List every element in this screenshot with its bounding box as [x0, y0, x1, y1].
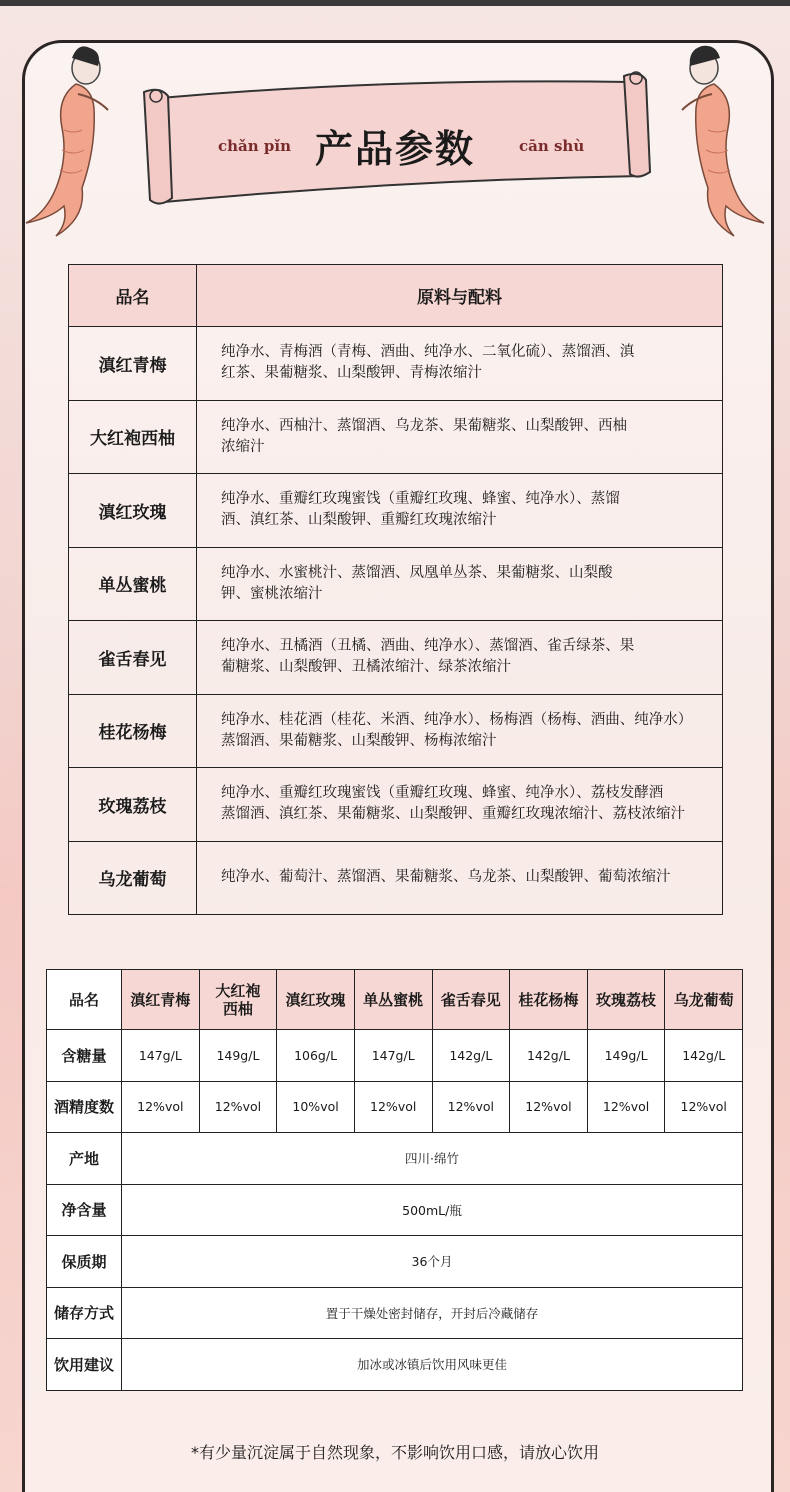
serving-row	[47, 1339, 743, 1391]
ingredient-cell	[197, 474, 723, 548]
serving-label: 饮用建议	[47, 1339, 122, 1391]
abv-value: 12%vol	[432, 1081, 510, 1133]
ingredients-header-row	[69, 265, 723, 327]
product-name: 大红袍西柚	[69, 400, 197, 474]
table-row	[69, 400, 723, 474]
storage-value: 置于干燥处密封储存，开封后冷藏储存	[122, 1287, 743, 1339]
spec-header-row	[47, 970, 743, 1030]
ingredient-line: 蒸馏酒、果葡糖浆、山梨酸钾、杨梅浓缩汁	[221, 732, 497, 749]
sugar-value: 147g/L	[122, 1030, 200, 1082]
spec-product-header: 乌龙葡萄	[665, 970, 743, 1030]
spec-product-header: 雀舌春见	[432, 970, 510, 1030]
product-name: 乌龙葡萄	[69, 841, 197, 915]
mermaid-left-illustration	[16, 38, 146, 238]
product-name: 雀舌春见	[69, 621, 197, 695]
sugar-value: 149g/L	[199, 1030, 277, 1082]
ingredient-line: 纯净水、重瓣红玫瑰蜜饯（重瓣红玫瑰、蜂蜜、纯净水）、荔枝发酵酒	[221, 785, 664, 802]
abv-label: 酒精度数	[47, 1081, 122, 1133]
ingredient-line: 纯净水、西柚汁、蒸馏酒、乌龙茶、果葡糖浆、山梨酸钾、西柚	[221, 417, 627, 434]
ingredient-cell	[197, 768, 723, 842]
spec-table	[46, 969, 743, 1391]
abv-value: 10%vol	[277, 1081, 355, 1133]
table-row	[69, 621, 723, 695]
table-row	[69, 841, 723, 915]
abv-value: 12%vol	[199, 1081, 277, 1133]
table-row	[69, 547, 723, 621]
ingredient-cell	[197, 400, 723, 474]
abv-value: 12%vol	[122, 1081, 200, 1133]
ingredient-line: 浓缩汁	[221, 438, 265, 455]
sugar-value: 106g/L	[277, 1030, 355, 1082]
ingredient-line: 纯净水、丑橘酒（丑橘、酒曲、纯净水）、蒸馏酒、雀舌绿茶、果	[221, 638, 635, 655]
volume-row	[47, 1184, 743, 1236]
header-product-name: 品名	[69, 265, 197, 327]
sugar-value: 142g/L	[510, 1030, 588, 1082]
abv-value: 12%vol	[510, 1081, 588, 1133]
ingredients-table	[68, 264, 723, 915]
top-bar	[0, 0, 790, 6]
ingredient-line: 纯净水、青梅酒（青梅、酒曲、纯净水、二氧化硫）、蒸馏酒、滇	[221, 344, 635, 361]
sugar-label: 含糖量	[47, 1030, 122, 1082]
product-name: 单丛蜜桃	[69, 547, 197, 621]
sugar-value: 142g/L	[432, 1030, 510, 1082]
volume-value: 500mL/瓶	[122, 1184, 743, 1236]
ingredient-cell	[197, 327, 723, 401]
pinyin-right: cān shù	[519, 137, 585, 155]
serving-value: 加冰或冰镇后饮用风味更佳	[122, 1339, 743, 1391]
product-name: 滇红青梅	[69, 327, 197, 401]
spec-corner-header: 品名	[47, 970, 122, 1030]
spec-product-header: 滇红玫瑰	[277, 970, 355, 1030]
ingredient-cell	[197, 694, 723, 768]
sugar-value: 147g/L	[354, 1030, 432, 1082]
ingredient-line: 钾、蜜桃浓缩汁	[221, 585, 323, 602]
footnote: *有少量沉淀属于自然现象，不影响饮用口感，请放心饮用	[190, 1443, 599, 1462]
sugar-value: 142g/L	[665, 1030, 743, 1082]
ingredient-cell	[197, 841, 723, 915]
spec-product-header: 单丛蜜桃	[354, 970, 432, 1030]
spec-product-header: 玫瑰荔枝	[587, 970, 665, 1030]
ingredient-line: 纯净水、葡萄汁、蒸馏酒、果葡糖浆、乌龙茶、山梨酸钾、葡萄浓缩汁	[221, 869, 671, 886]
spec-product-header: 桂花杨梅	[510, 970, 588, 1030]
origin-label: 产地	[47, 1133, 122, 1185]
storage-row	[47, 1287, 743, 1339]
ingredient-cell	[197, 547, 723, 621]
ingredient-line: 纯净水、重瓣红玫瑰蜜饯（重瓣红玫瑰、蜂蜜、纯净水）、蒸馏	[221, 491, 620, 508]
sugar-value: 149g/L	[587, 1030, 665, 1082]
shelf-life-label: 保质期	[47, 1236, 122, 1288]
storage-label: 储存方式	[47, 1287, 122, 1339]
product-name: 滇红玫瑰	[69, 474, 197, 548]
origin-row	[47, 1133, 743, 1185]
ingredient-line: 蒸馏酒、滇红茶、果葡糖浆、山梨酸钾、重瓣红玫瑰浓缩汁、荔枝浓缩汁	[221, 806, 685, 823]
sugar-row	[47, 1030, 743, 1082]
table-row	[69, 327, 723, 401]
spec-product-header: 滇红青梅	[122, 970, 200, 1030]
ingredient-line: 酒、滇红茶、山梨酸钾、重瓣红玫瑰浓缩汁	[221, 512, 497, 529]
table-row	[69, 768, 723, 842]
ingredient-cell	[197, 621, 723, 695]
abv-value: 12%vol	[587, 1081, 665, 1133]
header-ingredients: 原料与配料	[197, 265, 723, 327]
table-row	[69, 694, 723, 768]
abv-value: 12%vol	[354, 1081, 432, 1133]
abv-value: 12%vol	[665, 1081, 743, 1133]
spec-product-header: 大红袍 西柚	[199, 970, 277, 1030]
origin-value: 四川·绵竹	[122, 1133, 743, 1185]
mermaid-right-illustration	[644, 38, 774, 238]
product-name: 玫瑰荔枝	[69, 768, 197, 842]
product-name: 桂花杨梅	[69, 694, 197, 768]
ingredient-line: 红茶、果葡糖浆、山梨酸钾、青梅浓缩汁	[221, 365, 482, 382]
abv-row	[47, 1081, 743, 1133]
shelf-life-value: 36个月	[122, 1236, 743, 1288]
shelf-life-row	[47, 1236, 743, 1288]
ingredient-line: 葡糖浆、山梨酸钾、丑橘浓缩汁、绿茶浓缩汁	[221, 659, 511, 676]
ingredient-line: 纯净水、桂花酒（桂花、米酒、纯净水）、杨梅酒（杨梅、酒曲、纯净水）	[221, 711, 693, 728]
pinyin-left: chǎn pǐn	[218, 137, 291, 155]
page-title: 产品参数	[314, 126, 475, 171]
ingredient-line: 纯净水、水蜜桃汁、蒸馏酒、凤凰单丛茶、果葡糖浆、山梨酸	[221, 564, 613, 581]
volume-label: 净含量	[47, 1184, 122, 1236]
table-row	[69, 474, 723, 548]
